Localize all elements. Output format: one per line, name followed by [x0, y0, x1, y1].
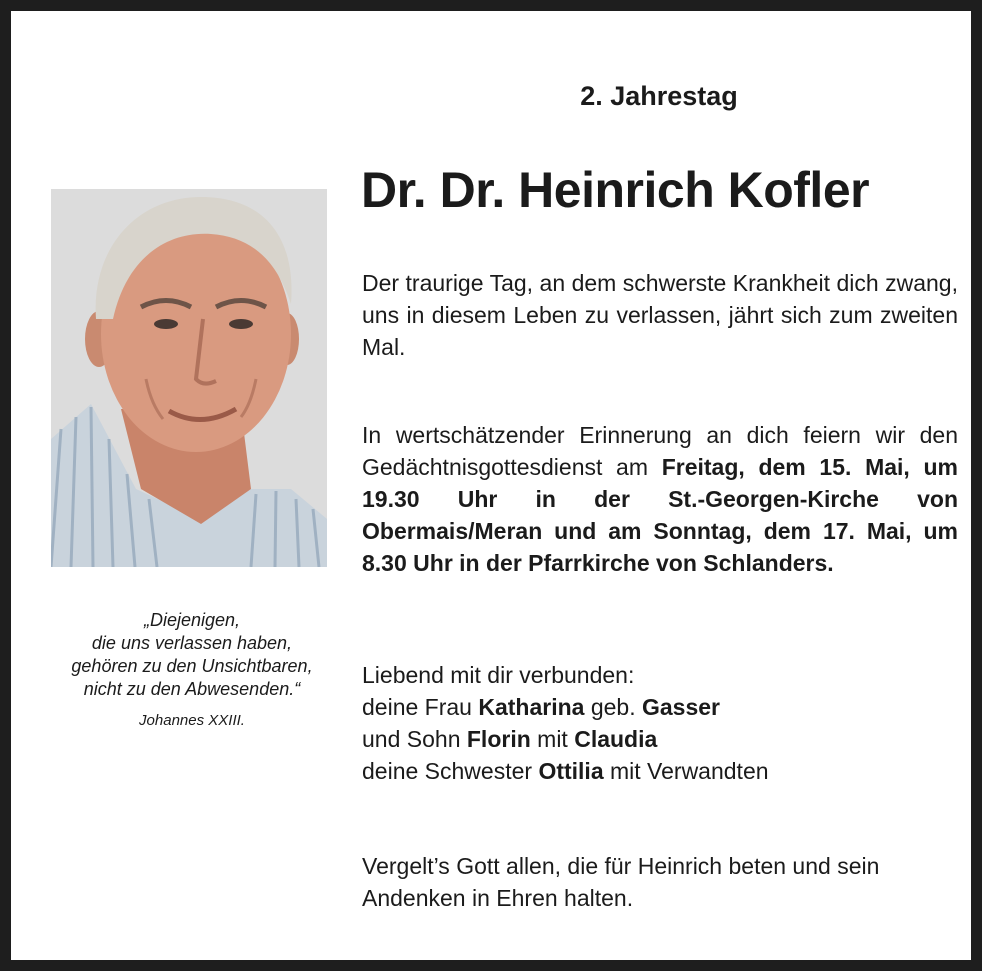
wife-name: Katharina: [478, 694, 585, 720]
family-son-line: [362, 723, 958, 755]
portrait-photo: [51, 189, 327, 567]
quote-author: Johannes XXIII.: [139, 712, 245, 729]
son-partner-name: Claudia: [574, 726, 658, 752]
thanks-paragraph: Vergelt’s Gott allen, die für Heinrich beten und sein Andenken in Ehren halten.: [362, 853, 880, 911]
quote-line: die uns verlassen haben,: [91, 633, 293, 653]
son-prefix: und Sohn: [362, 726, 467, 752]
service-details: Freitag, dem 15. Mai, um 19.30 Uhr in der St.-Georgen-Kirche von Obermais/Meran und am Sonntag, dem 17. Mai, um 8.30 Uhr in der Pfarrkirche von Schlanders.: [362, 454, 958, 576]
service-intro: In wertschätzender Erinnerung an dich feiern wir den Gedächtnisgottesdienst am: [362, 422, 958, 480]
intro-paragraph: Der traurige Tag, an dem schwerste Krankheit dich zwang, uns in diesem Leben zu verlassen, jährt sich zum zweiten Mal.: [362, 270, 958, 360]
sister-name: Ottilia: [538, 758, 604, 784]
memorial-quote: [41, 609, 343, 701]
sister-prefix: deine Schwester: [362, 758, 539, 784]
family-sister-line: [362, 755, 958, 787]
family-signature: [362, 659, 958, 787]
quote-line: gehören zu den Unsichtbaren,: [71, 656, 313, 676]
service-paragraph: [362, 419, 958, 579]
wife-prefix: deine Frau: [362, 694, 479, 720]
quote-line: nicht zu den Abwesenden.“: [83, 679, 301, 699]
sister-suffix: mit Verwandten: [603, 758, 769, 784]
quote-line: „Diejenigen,: [143, 610, 241, 630]
wife-maiden-name: Gasser: [642, 694, 721, 720]
son-name: Florin: [466, 726, 531, 752]
family-wife-line: [362, 691, 958, 723]
wife-mid: geb.: [584, 694, 642, 720]
deceased-name: Dr. Dr. Heinrich Kofler: [361, 162, 870, 218]
family-intro: Liebend mit dir verbunden:: [362, 662, 635, 688]
son-mid: mit: [530, 726, 575, 752]
anniversary-heading: 2. Jahrestag: [580, 81, 738, 111]
